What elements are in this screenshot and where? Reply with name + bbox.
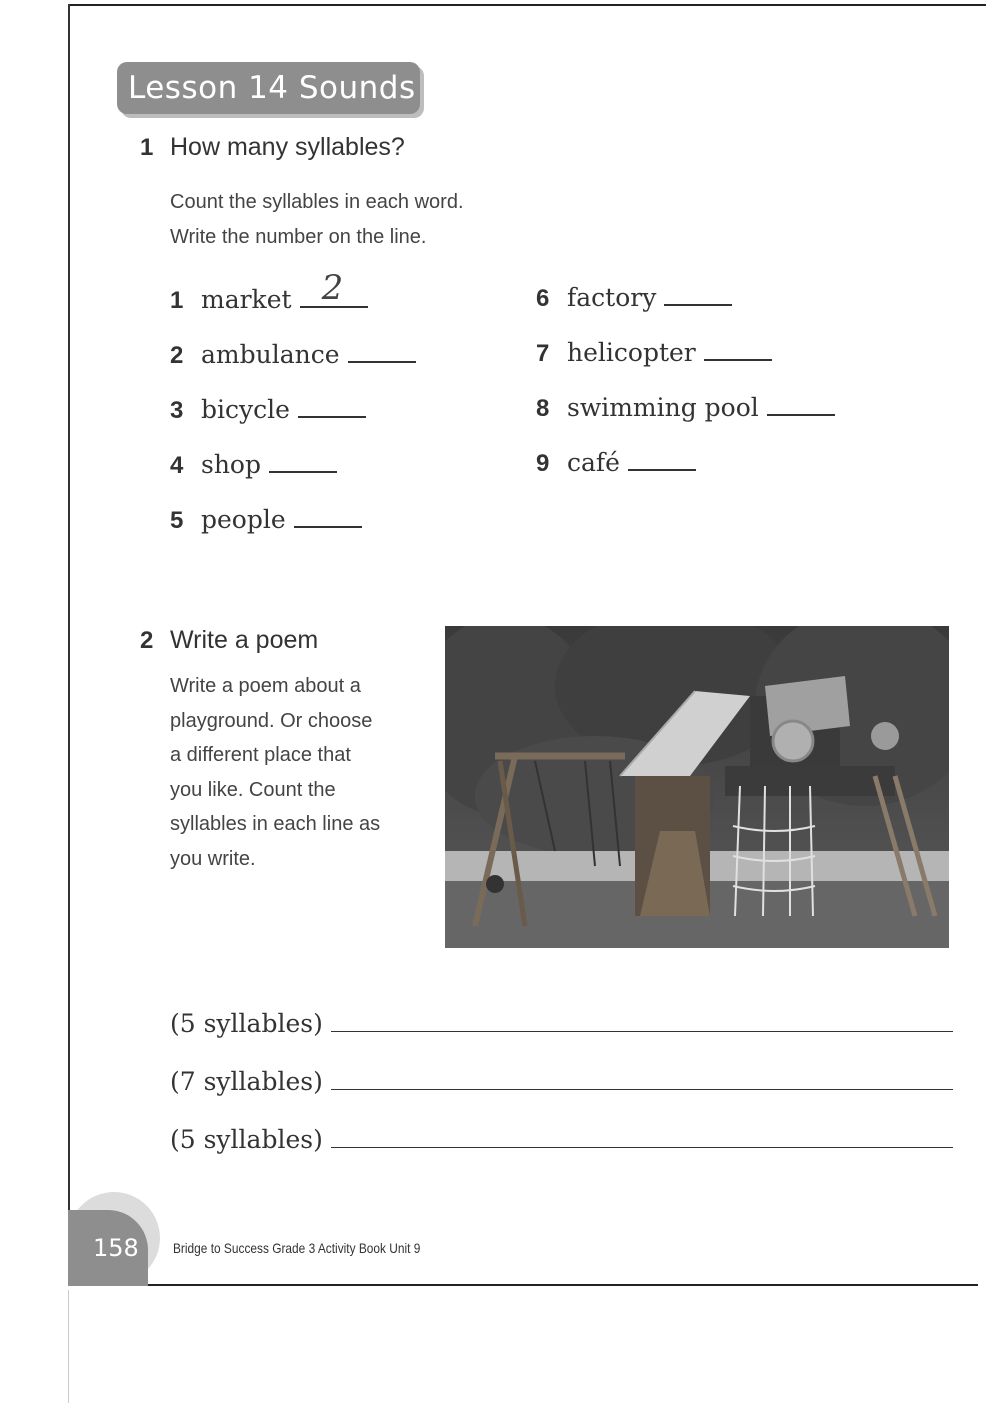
answer-line[interactable] [664, 282, 732, 306]
exercise-item-1 [170, 268, 368, 320]
exercise-item-7 [536, 337, 772, 373]
item-number: 2 [170, 342, 184, 369]
section-1-number: 1 [140, 134, 154, 161]
exercise-item-3 [170, 394, 366, 430]
item-word: helicopter [567, 338, 696, 367]
answer-line[interactable] [628, 447, 696, 471]
item-number: 4 [170, 452, 184, 479]
instruction-line: syllables in each line as [170, 813, 381, 835]
item-word: swimming pool [567, 393, 759, 422]
syllable-label: (5 syllables) [170, 1125, 323, 1154]
answer-line[interactable] [348, 339, 416, 363]
handwritten-answer: 2 [321, 268, 344, 308]
item-number: 1 [170, 287, 184, 314]
poem-line-3 [170, 1125, 953, 1161]
playground-illustration [445, 626, 949, 948]
answer-line[interactable] [294, 504, 362, 528]
instruction-line: you write. [170, 847, 256, 870]
lesson-title: Lesson 14 Sounds [128, 70, 416, 106]
exercise-item-2 [170, 339, 416, 375]
book-footer: Bridge to Success Grade 3 Activity Book Unit 9 [173, 1240, 421, 1256]
poem-writing-line[interactable] [331, 1013, 953, 1032]
item-number: 8 [536, 395, 550, 422]
page-number: 158 [93, 1234, 139, 1262]
section-2-number: 2 [140, 627, 154, 654]
item-word: people [201, 505, 286, 534]
item-word: shop [201, 450, 261, 479]
poem-line-1 [170, 1009, 953, 1045]
instruction-line: Write the number on the line. [170, 225, 427, 248]
item-number: 6 [536, 285, 550, 312]
item-word: bicycle [201, 395, 290, 424]
exercise-item-5 [170, 504, 362, 540]
item-number: 9 [536, 450, 550, 477]
item-number: 7 [536, 340, 550, 367]
poem-line-2 [170, 1067, 953, 1103]
instruction-line: a different place that [170, 744, 351, 766]
instruction-line: Write a poem about a [170, 675, 361, 697]
instruction-line: playground. Or choose [170, 709, 373, 732]
item-number: 5 [170, 507, 184, 534]
item-word: ambulance [201, 340, 340, 369]
item-word: market [201, 285, 292, 314]
section-2-instructions [170, 669, 380, 876]
exercise-item-9 [536, 447, 696, 483]
section-1-instructions [170, 185, 464, 254]
answer-line[interactable] [269, 449, 337, 473]
top-rule [70, 4, 986, 6]
item-number: 3 [170, 397, 184, 424]
section-1-heading: How many syllables? [170, 133, 405, 161]
answer-line[interactable] [767, 392, 835, 416]
answer-line[interactable] [298, 394, 366, 418]
answer-line[interactable] [704, 337, 772, 361]
answer-line[interactable] [300, 268, 368, 308]
scan-edge [68, 1290, 69, 1403]
instruction-line: Count the syllables in each word. [170, 191, 464, 213]
exercise-item-4 [170, 449, 337, 485]
syllable-label: (7 syllables) [170, 1067, 323, 1096]
poem-writing-line[interactable] [331, 1071, 953, 1090]
item-word: café [567, 448, 620, 477]
syllable-label: (5 syllables) [170, 1009, 323, 1038]
left-margin-rule [68, 4, 70, 1286]
instruction-line: you like. Count the [170, 778, 336, 801]
playground-photo [445, 626, 949, 948]
bottom-rule [68, 1284, 978, 1286]
poem-writing-line[interactable] [331, 1129, 953, 1148]
exercise-item-6 [536, 282, 732, 318]
section-2-heading: Write a poem [170, 626, 319, 654]
item-word: factory [567, 283, 657, 312]
exercise-item-8 [536, 392, 835, 428]
